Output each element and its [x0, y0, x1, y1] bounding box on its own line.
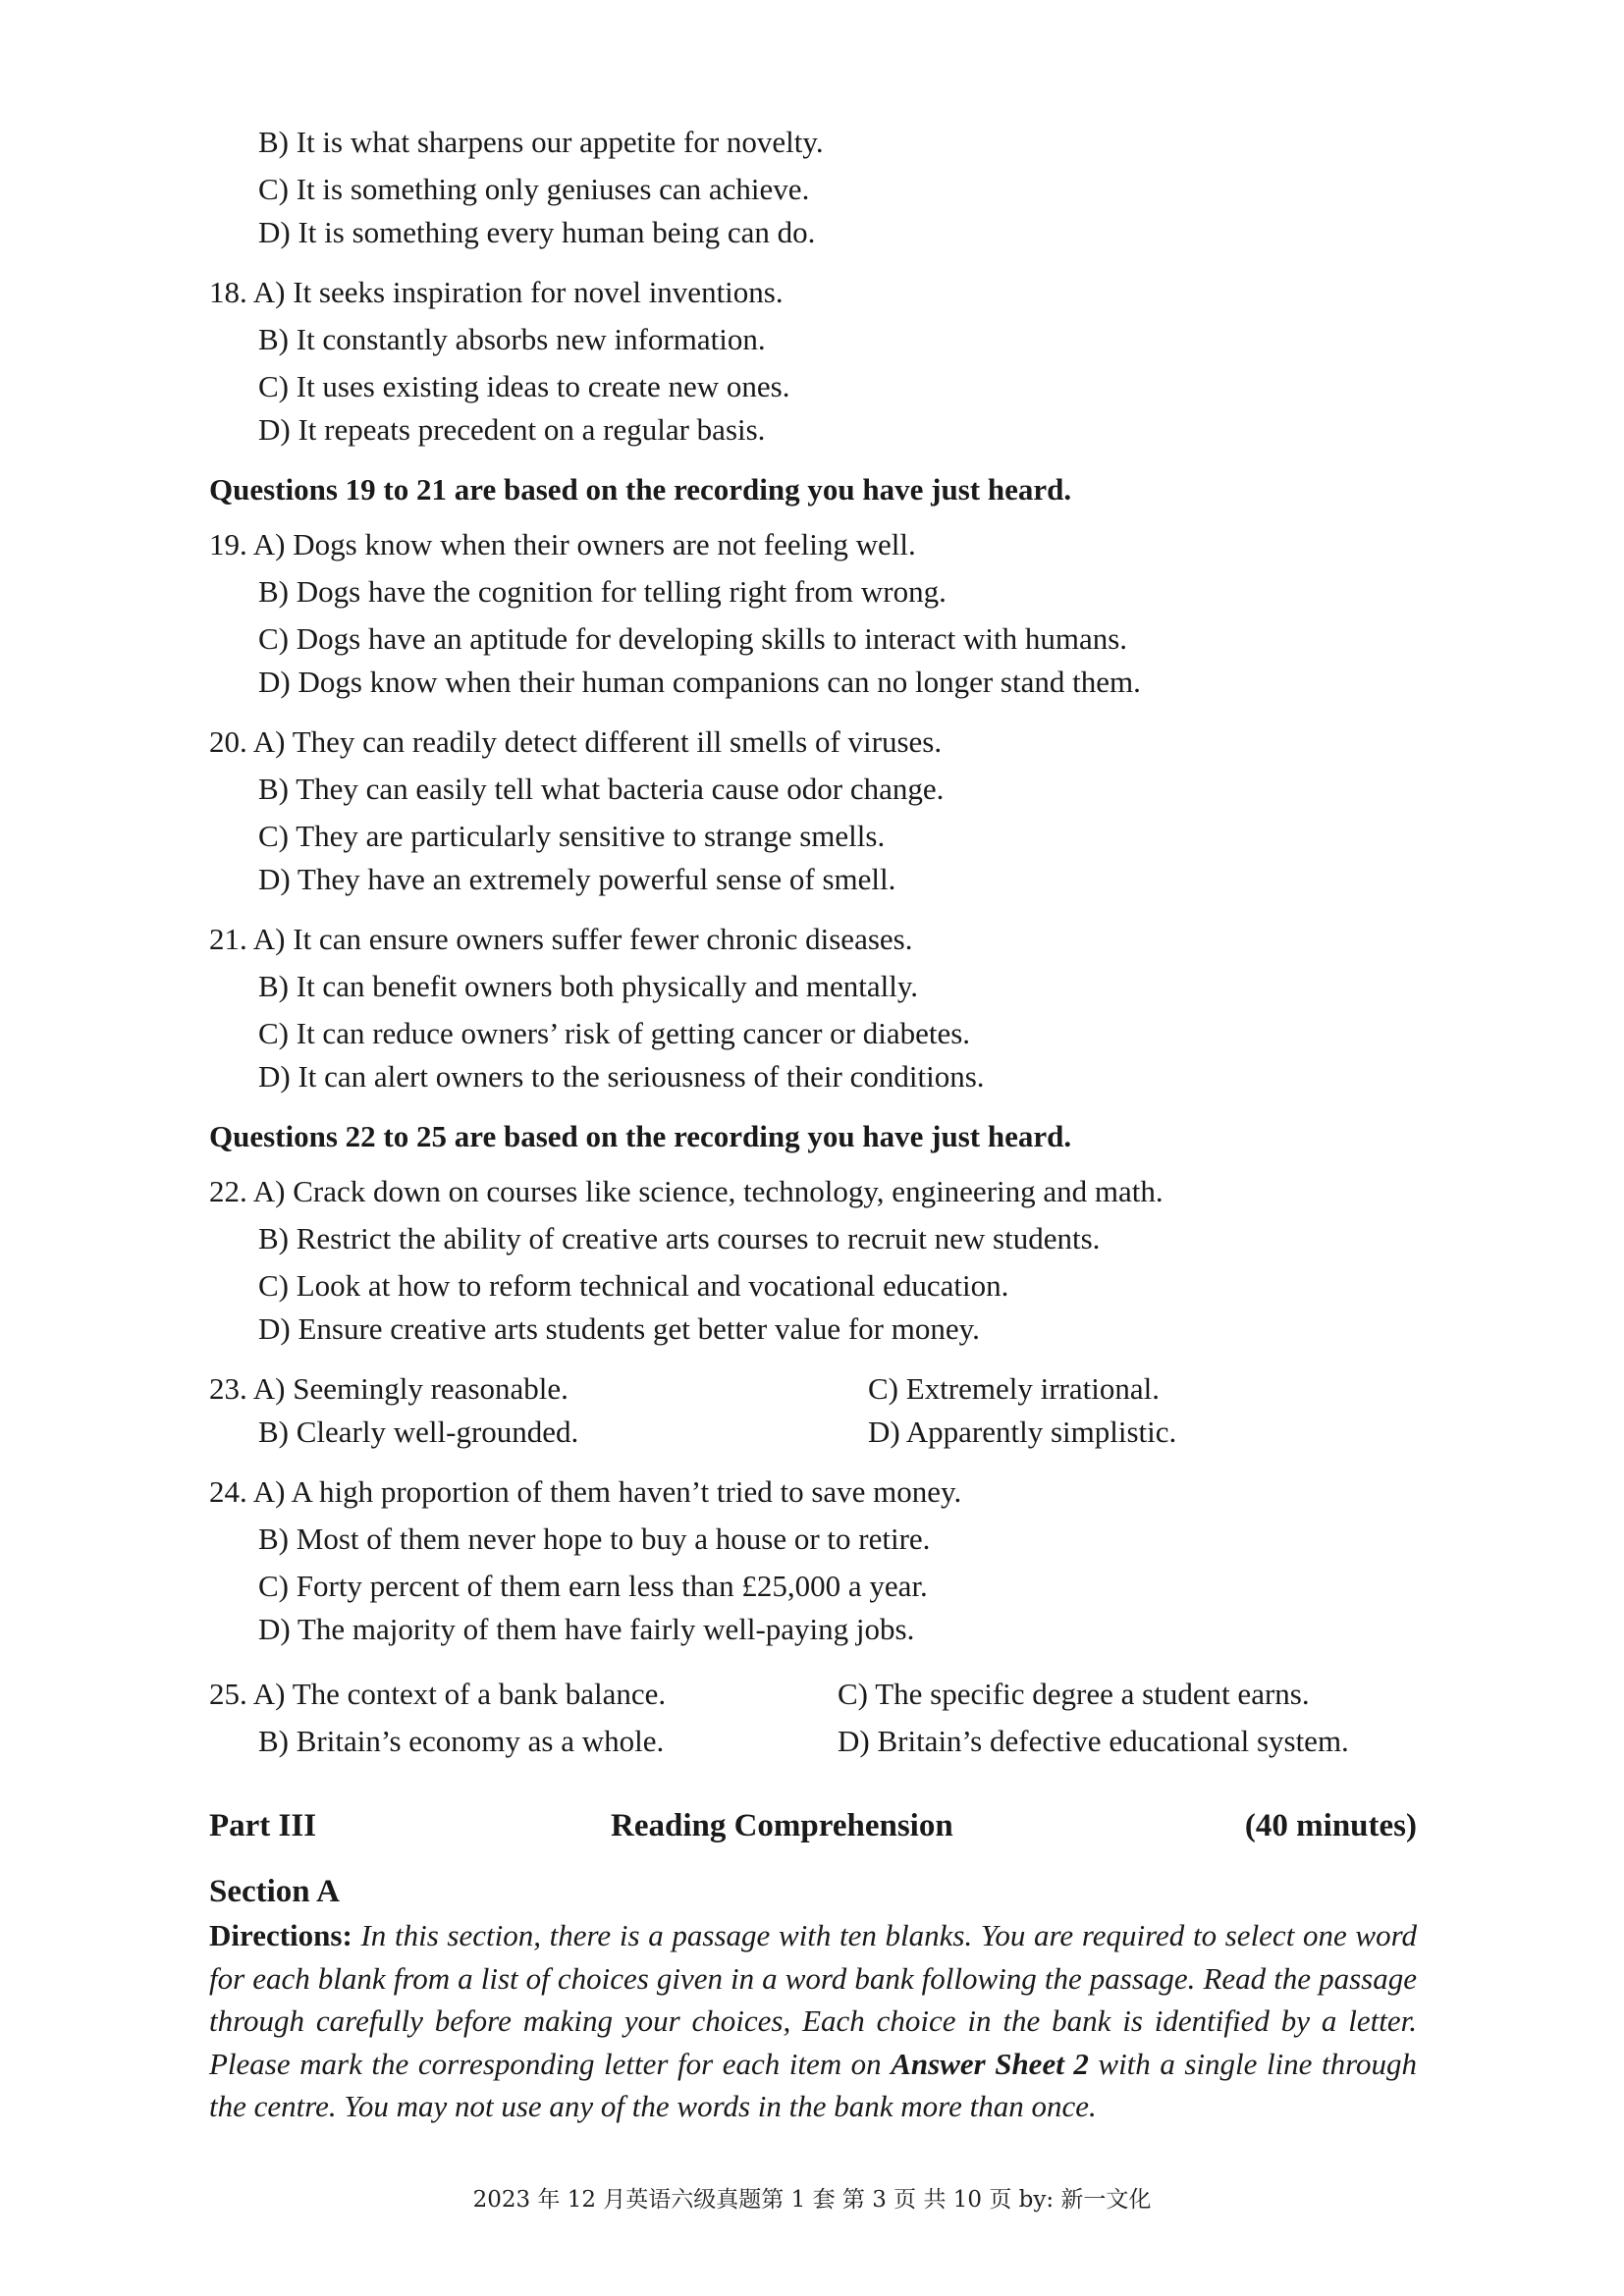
directions-label: Directions:	[209, 1918, 352, 1952]
q23-option-c: C) Extremely irrational.	[868, 1371, 1160, 1406]
q20-option-c: C) They are particularly sensitive to strange smells.	[258, 819, 886, 853]
q25-option-d: D) Britain’s defective educational system.	[838, 1724, 1349, 1758]
q18-option-d: D) It repeats precedent on a regular basis.	[258, 412, 766, 447]
part-title: Reading Comprehension	[611, 1808, 953, 1843]
directions-text-2: with a single line through the centre. You may not use any of the words in the bank more than once.	[209, 2046, 1417, 2123]
q23-option-b: B) Clearly well-grounded.	[258, 1415, 579, 1449]
q19-option-b: B) Dogs have the cognition for telling right from wrong.	[258, 574, 947, 609]
q18-option-c: C) It uses existing ideas to create new ones.	[258, 369, 790, 403]
q22-option-d: D) Ensure creative arts students get better value for money.	[258, 1311, 980, 1346]
directions-paragraph	[209, 1914, 1417, 2128]
q23-option-a: 23. A) Seemingly reasonable.	[209, 1371, 568, 1406]
q22-option-b: B) Restrict the ability of creative arts courses to recruit new students.	[258, 1221, 1101, 1255]
q22-option-c: C) Look at how to reform technical and vocational education.	[258, 1268, 1009, 1303]
q20-option-a: 20. A) They can readily detect different ill smells of viruses.	[209, 724, 943, 759]
q23-option-d: D) Apparently simplistic.	[868, 1415, 1177, 1449]
q17-option-d: D) It is something every human being can do.	[258, 215, 816, 249]
q19-option-c: C) Dogs have an aptitude for developing skills to interact with humans.	[258, 621, 1128, 656]
part-header	[209, 1808, 1417, 1851]
heading-questions-22-25: Questions 22 to 25 are based on the recording you have just heard.	[209, 1119, 1072, 1153]
q25-option-c: C) The specific degree a student earns.	[838, 1677, 1310, 1711]
q25-option-b: B) Britain’s economy as a whole.	[258, 1724, 665, 1758]
page-footer: 2023 年 12 月英语六级真题第 1 套 第 3 页 共 10 页 by: 新一文化	[472, 2187, 1152, 2213]
section-title: Section A	[209, 1874, 340, 1909]
q18-option-b: B) It constantly absorbs new information.	[258, 322, 766, 356]
q19-option-a: 19. A) Dogs know when their owners are not feeling well.	[209, 527, 916, 561]
q21-option-b: B) It can benefit owners both physically and mentally.	[258, 969, 919, 1003]
q24-option-a: 24. A) A high proportion of them haven’t tried to save money.	[209, 1474, 962, 1509]
part-label: Part III	[209, 1808, 317, 1843]
q24-option-b: B) Most of them never hope to buy a house or to retire.	[258, 1522, 931, 1556]
directions-text-1: In this section, there is a passage with ten blanks. You are required to select one word for each blank from a list of choices given in a word bank following the passage. Read the passage through carefully before making your choices, Each choice in the bank is identified by a letter. Please mark the corresponding letter for each item on	[209, 1918, 1417, 2081]
q21-option-d: D) It can alert owners to the seriousness of their conditions.	[258, 1059, 985, 1094]
q24-option-d: D) The majority of them have fairly well-paying jobs.	[258, 1612, 915, 1646]
directions-answer-sheet: Answer Sheet 2	[891, 2046, 1089, 2081]
q19-option-d: D) Dogs know when their human companions can no longer stand them.	[258, 665, 1141, 699]
q21-option-a: 21. A) It can ensure owners suffer fewer chronic diseases.	[209, 922, 913, 956]
q18-option-a: 18. A) It seeks inspiration for novel inventions.	[209, 275, 784, 309]
q22-option-a: 22. A) Crack down on courses like science, technology, engineering and math.	[209, 1174, 1164, 1208]
q24-option-c: C) Forty percent of them earn less than £25,000 a year.	[258, 1569, 928, 1603]
q20-option-b: B) They can easily tell what bacteria cause odor change.	[258, 772, 945, 806]
q20-option-d: D) They have an extremely powerful sense of smell.	[258, 862, 896, 896]
q17-option-b: B) It is what sharpens our appetite for novelty.	[258, 125, 824, 159]
q25-option-a: 25. A) The context of a bank balance.	[209, 1677, 667, 1711]
q17-option-c: C) It is something only geniuses can achieve.	[258, 172, 810, 206]
heading-questions-19-21: Questions 19 to 21 are based on the recording you have just heard.	[209, 472, 1072, 507]
q21-option-c: C) It can reduce owners’ risk of getting cancer or diabetes.	[258, 1016, 971, 1050]
part-time: (40 minutes)	[1244, 1808, 1417, 1843]
